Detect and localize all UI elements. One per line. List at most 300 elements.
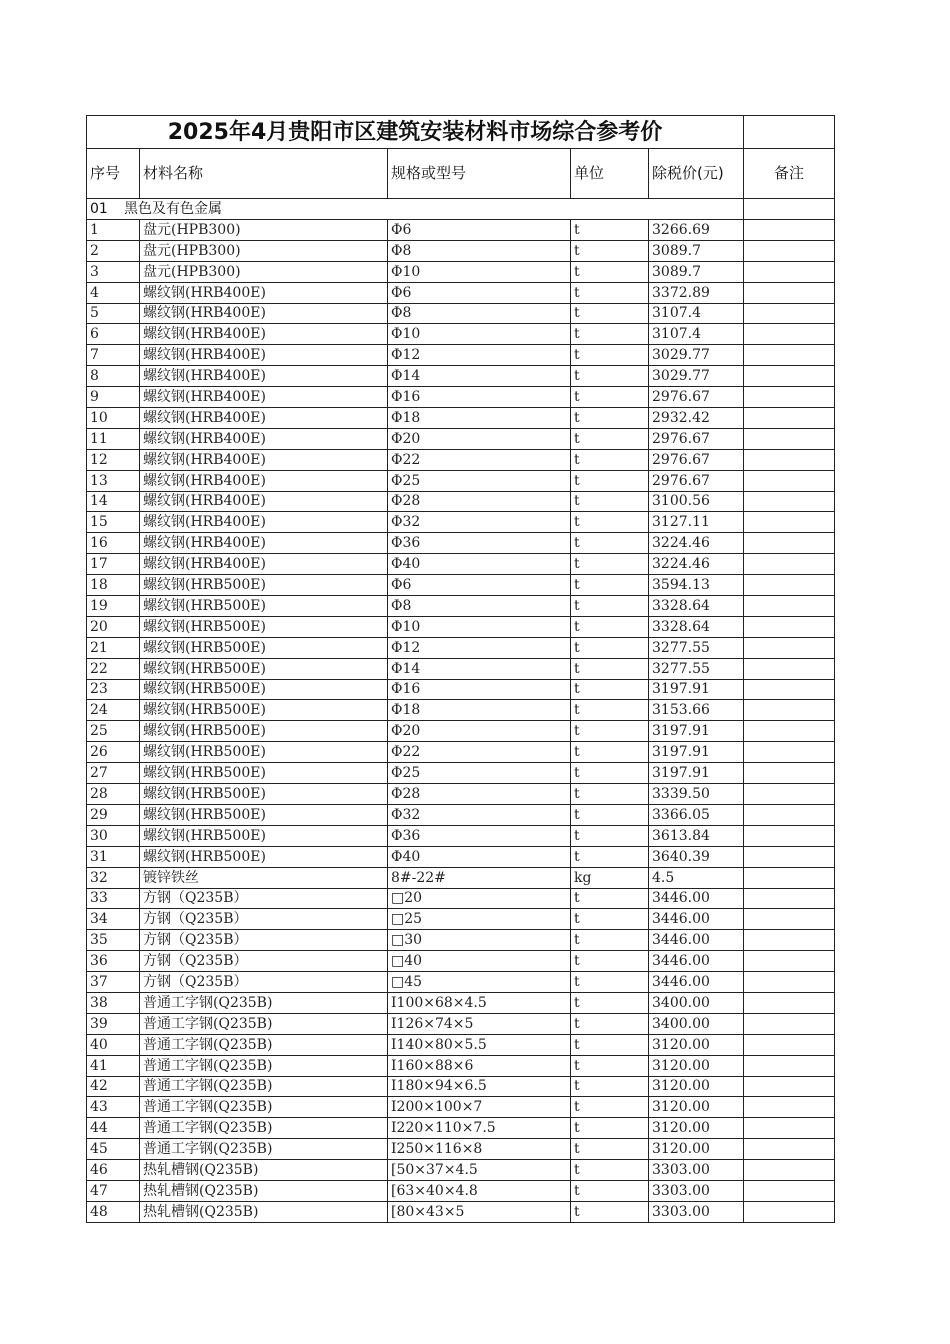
table-row bbox=[87, 930, 835, 951]
cell-seq: 18 bbox=[87, 575, 140, 596]
cell-name: 螺纹钢(HRB400E) bbox=[140, 387, 388, 408]
cell-spec: □30 bbox=[388, 930, 571, 951]
cell-unit: t bbox=[571, 240, 649, 261]
table-row bbox=[87, 763, 835, 784]
table-row bbox=[87, 867, 835, 888]
cell-unit: t bbox=[571, 1013, 649, 1034]
cell-name: 螺纹钢(HRB500E) bbox=[140, 679, 388, 700]
cell-remark bbox=[744, 303, 835, 324]
cell-unit: t bbox=[571, 470, 649, 491]
cell-price: 2976.67 bbox=[649, 428, 744, 449]
header-remark: 备注 bbox=[744, 149, 835, 199]
cell-seq: 2 bbox=[87, 240, 140, 261]
cell-price: 3120.00 bbox=[649, 1055, 744, 1076]
cell-name: 普通工字钢(Q235B) bbox=[140, 1055, 388, 1076]
cell-remark bbox=[744, 909, 835, 930]
cell-price: 3640.39 bbox=[649, 846, 744, 867]
cell-remark bbox=[744, 804, 835, 825]
cell-price: 3303.00 bbox=[649, 1180, 744, 1201]
cell-spec: I200×100×7 bbox=[388, 1097, 571, 1118]
cell-remark bbox=[744, 1160, 835, 1181]
table-row bbox=[87, 1097, 835, 1118]
cell-spec: Φ40 bbox=[388, 554, 571, 575]
cell-price: 3089.7 bbox=[649, 261, 744, 282]
cell-remark bbox=[744, 554, 835, 575]
cell-unit: t bbox=[571, 575, 649, 596]
cell-seq: 3 bbox=[87, 261, 140, 282]
cell-spec: [50×37×4.5 bbox=[388, 1160, 571, 1181]
table-row bbox=[87, 1055, 835, 1076]
cell-name: 螺纹钢(HRB400E) bbox=[140, 303, 388, 324]
cell-name: 热轧槽钢(Q235B) bbox=[140, 1180, 388, 1201]
cell-unit: t bbox=[571, 930, 649, 951]
table-row bbox=[87, 387, 835, 408]
cell-remark bbox=[744, 282, 835, 303]
cell-name: 热轧槽钢(Q235B) bbox=[140, 1160, 388, 1181]
cell-name: 螺纹钢(HRB500E) bbox=[140, 721, 388, 742]
cell-unit: t bbox=[571, 512, 649, 533]
cell-name: 方钢（Q235B） bbox=[140, 888, 388, 909]
cell-spec: I160×88×6 bbox=[388, 1055, 571, 1076]
table-row bbox=[87, 1201, 835, 1222]
cell-unit: t bbox=[571, 449, 649, 470]
cell-seq: 29 bbox=[87, 804, 140, 825]
cell-spec: Φ8 bbox=[388, 240, 571, 261]
cell-unit: t bbox=[571, 721, 649, 742]
cell-price: 3107.4 bbox=[649, 324, 744, 345]
cell-price: 3303.00 bbox=[649, 1160, 744, 1181]
cell-spec: Φ6 bbox=[388, 220, 571, 241]
cell-spec: Φ8 bbox=[388, 303, 571, 324]
cell-seq: 35 bbox=[87, 930, 140, 951]
cell-price: 3197.91 bbox=[649, 721, 744, 742]
table-row bbox=[87, 1118, 835, 1139]
cell-spec: Φ14 bbox=[388, 658, 571, 679]
table-row bbox=[87, 679, 835, 700]
table-row bbox=[87, 1034, 835, 1055]
cell-seq: 20 bbox=[87, 616, 140, 637]
cell-unit: t bbox=[571, 784, 649, 805]
cell-spec: Φ16 bbox=[388, 387, 571, 408]
cell-price: 3266.69 bbox=[649, 220, 744, 241]
price-table bbox=[86, 115, 835, 1223]
cell-price: 3339.50 bbox=[649, 784, 744, 805]
cell-price: 3372.89 bbox=[649, 282, 744, 303]
cell-seq: 19 bbox=[87, 596, 140, 617]
cell-unit: t bbox=[571, 804, 649, 825]
cell-price: 3197.91 bbox=[649, 763, 744, 784]
cell-price: 3613.84 bbox=[649, 825, 744, 846]
cell-spec: Φ16 bbox=[388, 679, 571, 700]
cell-spec: [80×43×5 bbox=[388, 1201, 571, 1222]
cell-remark bbox=[744, 784, 835, 805]
cell-remark bbox=[744, 1118, 835, 1139]
cell-unit: t bbox=[571, 992, 649, 1013]
cell-price: 3328.64 bbox=[649, 616, 744, 637]
cell-unit: t bbox=[571, 282, 649, 303]
cell-remark bbox=[744, 575, 835, 596]
cell-name: 方钢（Q235B） bbox=[140, 951, 388, 972]
cell-remark bbox=[744, 1180, 835, 1201]
table-row bbox=[87, 512, 835, 533]
cell-name: 盘元(HPB300) bbox=[140, 240, 388, 261]
cell-seq: 32 bbox=[87, 867, 140, 888]
cell-unit: t bbox=[571, 220, 649, 241]
cell-unit: t bbox=[571, 700, 649, 721]
cell-remark bbox=[744, 700, 835, 721]
cell-price: 2976.67 bbox=[649, 470, 744, 491]
cell-spec: Φ22 bbox=[388, 449, 571, 470]
cell-name: 热轧槽钢(Q235B) bbox=[140, 1201, 388, 1222]
cell-name: 螺纹钢(HRB400E) bbox=[140, 324, 388, 345]
cell-spec: I180×94×6.5 bbox=[388, 1076, 571, 1097]
cell-remark bbox=[744, 846, 835, 867]
cell-remark bbox=[744, 596, 835, 617]
cell-spec: I220×110×7.5 bbox=[388, 1118, 571, 1139]
cell-seq: 44 bbox=[87, 1118, 140, 1139]
cell-remark bbox=[744, 1201, 835, 1222]
cell-seq: 5 bbox=[87, 303, 140, 324]
cell-spec: Φ10 bbox=[388, 324, 571, 345]
cell-spec: □25 bbox=[388, 909, 571, 930]
category-side-cell bbox=[744, 199, 835, 220]
cell-price: 3107.4 bbox=[649, 303, 744, 324]
cell-unit: t bbox=[571, 616, 649, 637]
cell-price: 2932.42 bbox=[649, 408, 744, 429]
cell-price: 3089.7 bbox=[649, 240, 744, 261]
header-row bbox=[87, 149, 835, 199]
cell-unit: t bbox=[571, 763, 649, 784]
cell-seq: 40 bbox=[87, 1034, 140, 1055]
cell-price: 3277.55 bbox=[649, 658, 744, 679]
cell-seq: 6 bbox=[87, 324, 140, 345]
cell-unit: t bbox=[571, 491, 649, 512]
table-row bbox=[87, 596, 835, 617]
cell-name: 普通工字钢(Q235B) bbox=[140, 1118, 388, 1139]
cell-price: 3446.00 bbox=[649, 888, 744, 909]
cell-name: 盘元(HPB300) bbox=[140, 220, 388, 241]
cell-name: 螺纹钢(HRB500E) bbox=[140, 804, 388, 825]
cell-remark bbox=[744, 408, 835, 429]
table-row bbox=[87, 825, 835, 846]
cell-unit: t bbox=[571, 533, 649, 554]
cell-name: 螺纹钢(HRB500E) bbox=[140, 742, 388, 763]
cell-name: 镀锌铁丝 bbox=[140, 867, 388, 888]
cell-price: 3197.91 bbox=[649, 742, 744, 763]
cell-spec: Φ18 bbox=[388, 700, 571, 721]
header-seq: 序号 bbox=[87, 149, 140, 199]
cell-seq: 27 bbox=[87, 763, 140, 784]
cell-unit: t bbox=[571, 658, 649, 679]
cell-spec: I100×68×4.5 bbox=[388, 992, 571, 1013]
cell-seq: 4 bbox=[87, 282, 140, 303]
cell-unit: t bbox=[571, 1118, 649, 1139]
cell-unit: t bbox=[571, 345, 649, 366]
cell-unit: t bbox=[571, 679, 649, 700]
table-row bbox=[87, 533, 835, 554]
cell-remark bbox=[744, 658, 835, 679]
table-row bbox=[87, 909, 835, 930]
table-row bbox=[87, 846, 835, 867]
cell-spec: Φ6 bbox=[388, 282, 571, 303]
table-row bbox=[87, 240, 835, 261]
cell-name: 方钢（Q235B） bbox=[140, 930, 388, 951]
cell-name: 螺纹钢(HRB500E) bbox=[140, 846, 388, 867]
cell-name: 螺纹钢(HRB500E) bbox=[140, 700, 388, 721]
table-row bbox=[87, 1180, 835, 1201]
cell-unit: t bbox=[571, 1097, 649, 1118]
title-side-cell bbox=[744, 116, 835, 149]
cell-name: 螺纹钢(HRB400E) bbox=[140, 408, 388, 429]
table-row bbox=[87, 345, 835, 366]
cell-name: 方钢（Q235B） bbox=[140, 972, 388, 993]
table-row bbox=[87, 616, 835, 637]
cell-name: 普通工字钢(Q235B) bbox=[140, 1097, 388, 1118]
cell-price: 3446.00 bbox=[649, 909, 744, 930]
cell-spec: Φ40 bbox=[388, 846, 571, 867]
cell-seq: 34 bbox=[87, 909, 140, 930]
cell-remark bbox=[744, 366, 835, 387]
cell-name: 螺纹钢(HRB500E) bbox=[140, 763, 388, 784]
cell-spec: I140×80×5.5 bbox=[388, 1034, 571, 1055]
table-row bbox=[87, 554, 835, 575]
cell-price: 3400.00 bbox=[649, 1013, 744, 1034]
cell-unit: t bbox=[571, 825, 649, 846]
table-row bbox=[87, 491, 835, 512]
table-row bbox=[87, 303, 835, 324]
cell-seq: 21 bbox=[87, 637, 140, 658]
cell-seq: 7 bbox=[87, 345, 140, 366]
table-row bbox=[87, 428, 835, 449]
cell-name: 螺纹钢(HRB400E) bbox=[140, 533, 388, 554]
cell-remark bbox=[744, 721, 835, 742]
cell-remark bbox=[744, 888, 835, 909]
cell-price: 3446.00 bbox=[649, 930, 744, 951]
cell-price: 4.5 bbox=[649, 867, 744, 888]
cell-seq: 13 bbox=[87, 470, 140, 491]
cell-spec: Φ32 bbox=[388, 804, 571, 825]
cell-seq: 12 bbox=[87, 449, 140, 470]
table-row bbox=[87, 261, 835, 282]
cell-spec: Φ14 bbox=[388, 366, 571, 387]
cell-remark bbox=[744, 1076, 835, 1097]
header-price: 除税价(元) bbox=[649, 149, 744, 199]
table-row bbox=[87, 1013, 835, 1034]
cell-remark bbox=[744, 930, 835, 951]
cell-remark bbox=[744, 763, 835, 784]
table-row bbox=[87, 742, 835, 763]
cell-remark bbox=[744, 324, 835, 345]
cell-seq: 16 bbox=[87, 533, 140, 554]
cell-remark bbox=[744, 428, 835, 449]
cell-spec: Φ20 bbox=[388, 721, 571, 742]
table-row bbox=[87, 366, 835, 387]
cell-seq: 24 bbox=[87, 700, 140, 721]
cell-name: 螺纹钢(HRB500E) bbox=[140, 637, 388, 658]
cell-price: 2976.67 bbox=[649, 449, 744, 470]
cell-price: 3277.55 bbox=[649, 637, 744, 658]
cell-spec: □20 bbox=[388, 888, 571, 909]
cell-price: 3120.00 bbox=[649, 1076, 744, 1097]
cell-remark bbox=[744, 387, 835, 408]
cell-price: 3594.13 bbox=[649, 575, 744, 596]
cell-unit: t bbox=[571, 408, 649, 429]
cell-seq: 33 bbox=[87, 888, 140, 909]
header-spec: 规格或型号 bbox=[388, 149, 571, 199]
cell-seq: 17 bbox=[87, 554, 140, 575]
cell-name: 螺纹钢(HRB500E) bbox=[140, 784, 388, 805]
table-row bbox=[87, 1160, 835, 1181]
cell-remark bbox=[744, 512, 835, 533]
cell-price: 3100.56 bbox=[649, 491, 744, 512]
cell-spec: Φ10 bbox=[388, 616, 571, 637]
cell-name: 方钢（Q235B） bbox=[140, 909, 388, 930]
cell-remark bbox=[744, 972, 835, 993]
cell-seq: 30 bbox=[87, 825, 140, 846]
cell-name: 螺纹钢(HRB500E) bbox=[140, 825, 388, 846]
cell-spec: □40 bbox=[388, 951, 571, 972]
table-row bbox=[87, 470, 835, 491]
cell-remark bbox=[744, 1034, 835, 1055]
cell-spec: Φ20 bbox=[388, 428, 571, 449]
cell-unit: kg bbox=[571, 867, 649, 888]
cell-seq: 1 bbox=[87, 220, 140, 241]
cell-price: 3366.05 bbox=[649, 804, 744, 825]
cell-seq: 38 bbox=[87, 992, 140, 1013]
cell-remark bbox=[744, 992, 835, 1013]
table-row bbox=[87, 575, 835, 596]
cell-remark bbox=[744, 742, 835, 763]
cell-unit: t bbox=[571, 1034, 649, 1055]
cell-unit: t bbox=[571, 1180, 649, 1201]
cell-seq: 31 bbox=[87, 846, 140, 867]
cell-spec: Φ18 bbox=[388, 408, 571, 429]
cell-remark bbox=[744, 533, 835, 554]
cell-unit: t bbox=[571, 972, 649, 993]
cell-remark bbox=[744, 261, 835, 282]
cell-name: 螺纹钢(HRB500E) bbox=[140, 616, 388, 637]
cell-name: 螺纹钢(HRB400E) bbox=[140, 512, 388, 533]
cell-spec: Φ6 bbox=[388, 575, 571, 596]
cell-seq: 10 bbox=[87, 408, 140, 429]
cell-spec: Φ25 bbox=[388, 763, 571, 784]
sheet-title: 2025年4月贵阳市区建筑安装材料市场综合参考价 bbox=[87, 116, 744, 149]
cell-spec: Φ8 bbox=[388, 596, 571, 617]
cell-unit: t bbox=[571, 1201, 649, 1222]
cell-remark bbox=[744, 491, 835, 512]
cell-unit: t bbox=[571, 846, 649, 867]
table-row bbox=[87, 721, 835, 742]
category-name: 黑色及有色金属 bbox=[124, 201, 222, 217]
cell-price: 3303.00 bbox=[649, 1201, 744, 1222]
cell-spec: Φ28 bbox=[388, 784, 571, 805]
cell-name: 普通工字钢(Q235B) bbox=[140, 1013, 388, 1034]
cell-price: 3446.00 bbox=[649, 951, 744, 972]
cell-unit: t bbox=[571, 1139, 649, 1160]
cell-price: 3127.11 bbox=[649, 512, 744, 533]
table-row bbox=[87, 992, 835, 1013]
cell-name: 盘元(HPB300) bbox=[140, 261, 388, 282]
cell-price: 3400.00 bbox=[649, 992, 744, 1013]
cell-name: 螺纹钢(HRB500E) bbox=[140, 596, 388, 617]
cell-unit: t bbox=[571, 554, 649, 575]
table-row bbox=[87, 637, 835, 658]
cell-unit: t bbox=[571, 261, 649, 282]
table-row bbox=[87, 1139, 835, 1160]
cell-name: 螺纹钢(HRB400E) bbox=[140, 449, 388, 470]
cell-remark bbox=[744, 1013, 835, 1034]
table-row bbox=[87, 408, 835, 429]
table-row bbox=[87, 784, 835, 805]
cell-unit: t bbox=[571, 366, 649, 387]
cell-spec: I126×74×5 bbox=[388, 1013, 571, 1034]
cell-remark bbox=[744, 345, 835, 366]
table-row bbox=[87, 951, 835, 972]
cell-name: 普通工字钢(Q235B) bbox=[140, 1076, 388, 1097]
cell-unit: t bbox=[571, 387, 649, 408]
table-row bbox=[87, 324, 835, 345]
cell-seq: 43 bbox=[87, 1097, 140, 1118]
cell-remark bbox=[744, 1097, 835, 1118]
cell-unit: t bbox=[571, 742, 649, 763]
cell-name: 普通工字钢(Q235B) bbox=[140, 1034, 388, 1055]
cell-price: 3029.77 bbox=[649, 366, 744, 387]
cell-spec: I250×116×8 bbox=[388, 1139, 571, 1160]
cell-price: 3446.00 bbox=[649, 972, 744, 993]
cell-spec: Φ12 bbox=[388, 637, 571, 658]
table-row bbox=[87, 804, 835, 825]
cell-unit: t bbox=[571, 1160, 649, 1181]
cell-unit: t bbox=[571, 303, 649, 324]
cell-spec: 8#-22# bbox=[388, 867, 571, 888]
cell-name: 螺纹钢(HRB400E) bbox=[140, 491, 388, 512]
cell-seq: 23 bbox=[87, 679, 140, 700]
table-row bbox=[87, 220, 835, 241]
cell-seq: 36 bbox=[87, 951, 140, 972]
cell-name: 螺纹钢(HRB400E) bbox=[140, 428, 388, 449]
cell-seq: 14 bbox=[87, 491, 140, 512]
cell-unit: t bbox=[571, 1055, 649, 1076]
cell-remark bbox=[744, 616, 835, 637]
table-row bbox=[87, 449, 835, 470]
cell-seq: 11 bbox=[87, 428, 140, 449]
cell-price: 3224.46 bbox=[649, 533, 744, 554]
category-cell bbox=[87, 199, 744, 220]
cell-price: 3029.77 bbox=[649, 345, 744, 366]
cell-spec: Φ36 bbox=[388, 825, 571, 846]
cell-seq: 9 bbox=[87, 387, 140, 408]
cell-price: 3120.00 bbox=[649, 1034, 744, 1055]
cell-price: 3120.00 bbox=[649, 1097, 744, 1118]
cell-spec: Φ22 bbox=[388, 742, 571, 763]
cell-seq: 22 bbox=[87, 658, 140, 679]
cell-spec: Φ32 bbox=[388, 512, 571, 533]
cell-seq: 37 bbox=[87, 972, 140, 993]
cell-price: 3224.46 bbox=[649, 554, 744, 575]
cell-name: 螺纹钢(HRB500E) bbox=[140, 658, 388, 679]
cell-name: 螺纹钢(HRB500E) bbox=[140, 575, 388, 596]
cell-remark bbox=[744, 679, 835, 700]
cell-name: 螺纹钢(HRB400E) bbox=[140, 345, 388, 366]
cell-seq: 46 bbox=[87, 1160, 140, 1181]
cell-unit: t bbox=[571, 951, 649, 972]
cell-remark bbox=[744, 1139, 835, 1160]
cell-unit: t bbox=[571, 637, 649, 658]
cell-spec: Φ25 bbox=[388, 470, 571, 491]
cell-seq: 28 bbox=[87, 784, 140, 805]
cell-remark bbox=[744, 867, 835, 888]
cell-seq: 42 bbox=[87, 1076, 140, 1097]
